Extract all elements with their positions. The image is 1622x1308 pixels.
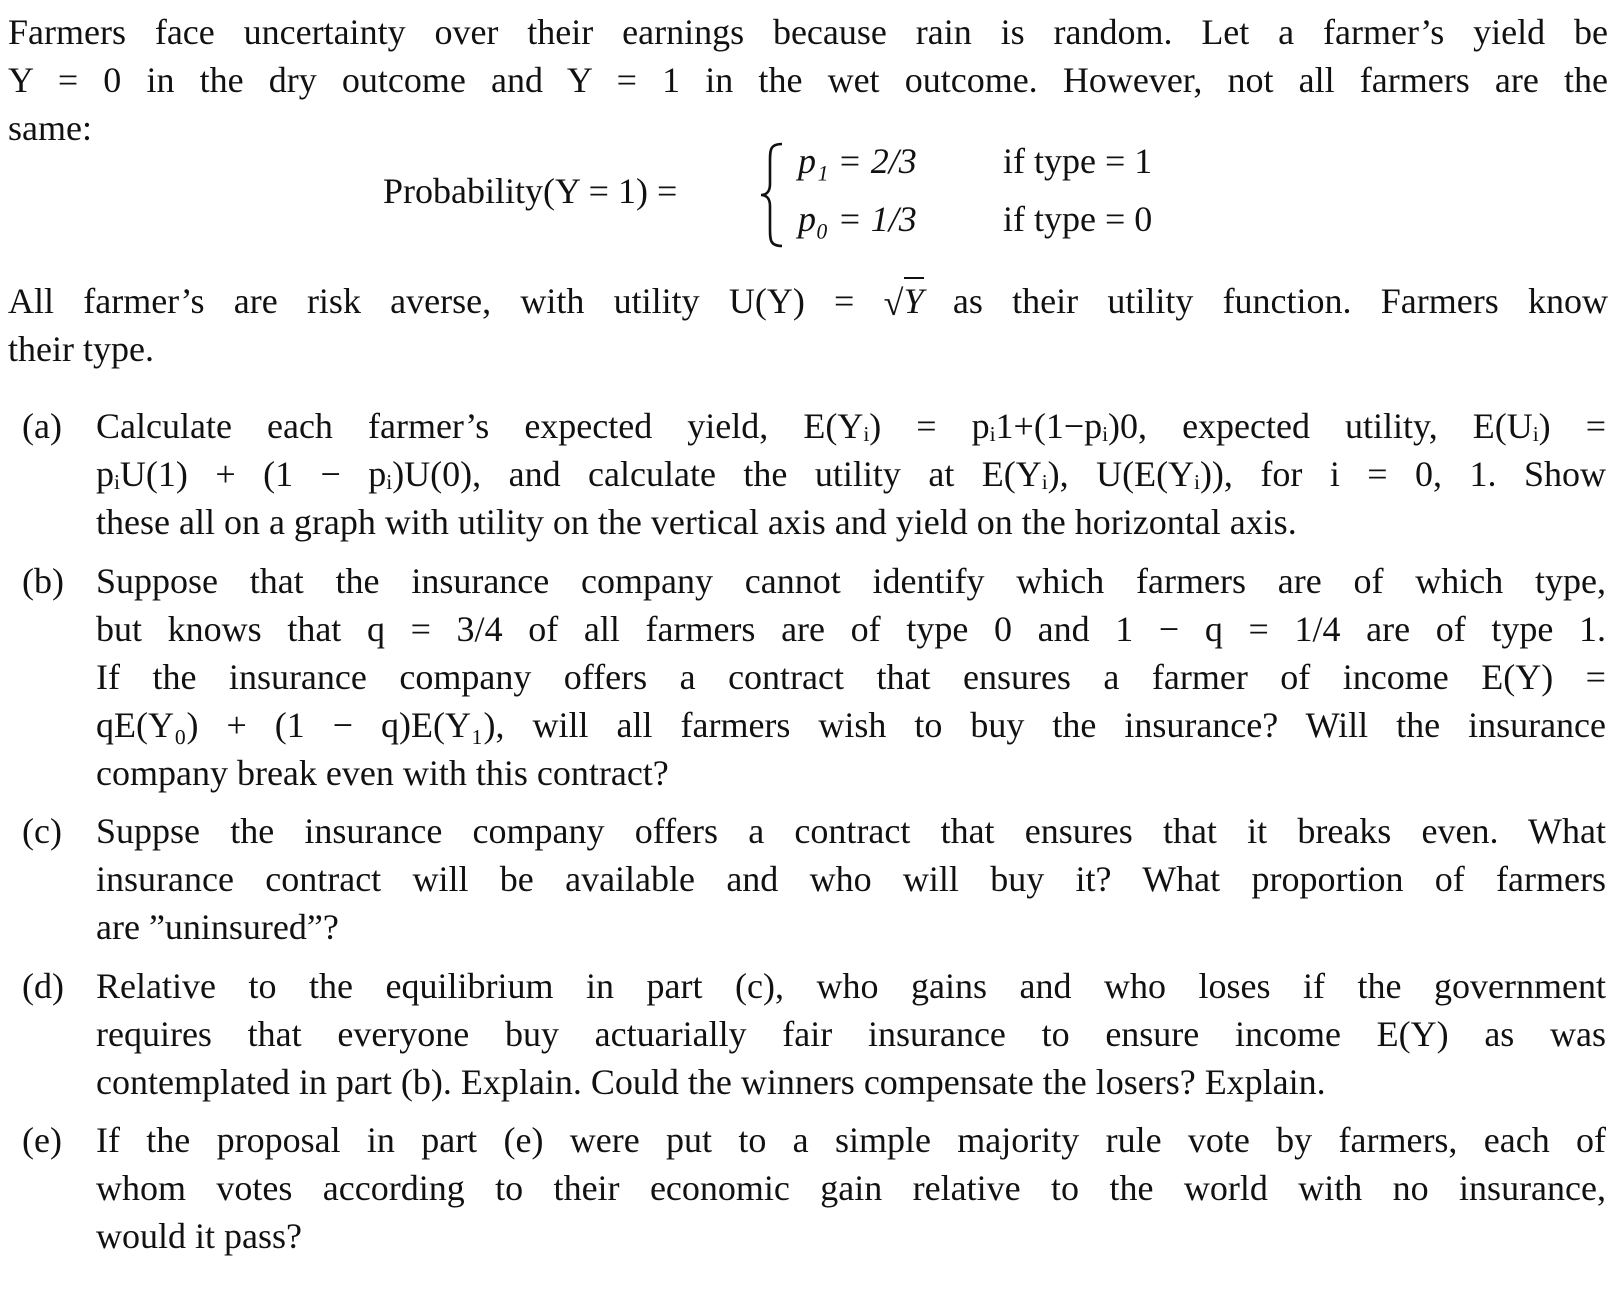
question-e-line-1: If the proposal in part (e) were put to a simple majority rule vote by farmers, each of (96, 1120, 1606, 1160)
case-type1-value: p₁ = 2/3 (798, 141, 917, 181)
question-b-line-1: Suppose that the insurance company cannot identify which farmers are of which type, (96, 561, 1606, 601)
sqrt-symbol (884, 277, 924, 325)
intro-line-1: Farmers face uncertainty over their earnings because rain is random. Let a farmer’s yield be (8, 12, 1608, 52)
case-type1-condition: if type = 1 (1003, 141, 1153, 181)
question-b-line-3: If the insurance company offers a contract that ensures a farmer of income E(Y) = (96, 657, 1606, 697)
left-brace-icon (758, 140, 786, 250)
question-e-text (96, 1116, 1606, 1260)
question-d-text (96, 962, 1606, 1106)
question-b-label: (b) (22, 561, 64, 601)
risk-line-1-a: All farmer’s are risk averse, with utility U(Y) = (8, 281, 884, 321)
question-c-text (96, 807, 1606, 951)
intro-paragraph (8, 8, 1608, 152)
equation-lhs: Probability(Y = 1) = (383, 171, 678, 211)
question-a-line-2: pᵢU(1) + (1 − pᵢ)U(0), and calculate the utility at E(Yᵢ), U(E(Yᵢ)), for i = 0, 1. Show (96, 454, 1606, 494)
question-e-line-3: would it pass? (96, 1216, 302, 1256)
risk-paragraph (8, 277, 1608, 373)
case-type0-value: p₀ = 1/3 (798, 199, 917, 239)
risk-line-1 (8, 277, 1608, 325)
question-c-label: (c) (22, 811, 62, 851)
question-b-line-5: company break even with this contract? (96, 753, 669, 793)
question-c-line-3: are ”uninsured”? (96, 907, 339, 947)
question-d-label: (d) (22, 966, 64, 1006)
question-c-line-1: Suppse the insurance company offers a contract that ensures that it breaks even. What (96, 811, 1606, 851)
question-b-line-2: but knows that q = 3/4 of all farmers are of type 0 and 1 − q = 1/4 are of type 1. (96, 609, 1606, 649)
question-a-label: (a) (22, 406, 62, 446)
question-d-line-1: Relative to the equilibrium in part (c), who gains and who loses if the government (96, 966, 1606, 1006)
intro-line-3: same: (8, 108, 92, 148)
case-type0-condition: if type = 0 (1003, 199, 1153, 239)
intro-line-2: Y = 0 in the dry outcome and Y = 1 in the wet outcome. However, not all farmers are the (8, 60, 1608, 100)
question-e-label: (e) (22, 1120, 62, 1160)
question-d-line-2: requires that everyone buy actuarially fair insurance to ensure income E(Y) as was (96, 1014, 1606, 1054)
question-b-line-4: qE(Y₀) + (1 − q)E(Y₁), will all farmers wish to buy the insurance? Will the insurance (96, 705, 1606, 745)
question-a-line-3: these all on a graph with utility on the vertical axis and yield on the horizontal axis. (96, 502, 1297, 542)
question-d-line-3: contemplated in part (b). Explain. Could the winners compensate the losers? Explain. (96, 1062, 1326, 1102)
risk-line-2: their type. (8, 329, 154, 369)
radical-sign-icon: √ (883, 283, 904, 323)
question-e-line-2: whom votes according to their economic gain relative to the world with no insurance, (96, 1168, 1606, 1208)
risk-line-1-b: as their utility function. Farmers know (923, 281, 1608, 321)
probability-equation (8, 140, 1608, 250)
question-b-text (96, 557, 1606, 797)
question-c-line-2: insurance contract will be available and who will buy it? What proportion of farmers (96, 859, 1606, 899)
sqrt-radicand: Y (904, 277, 924, 321)
question-a-text (96, 402, 1606, 546)
question-a-line-1: Calculate each farmer’s expected yield, E(Yᵢ) = pᵢ1+(1−pᵢ)0, expected utility, E(Uᵢ) = (96, 406, 1606, 446)
